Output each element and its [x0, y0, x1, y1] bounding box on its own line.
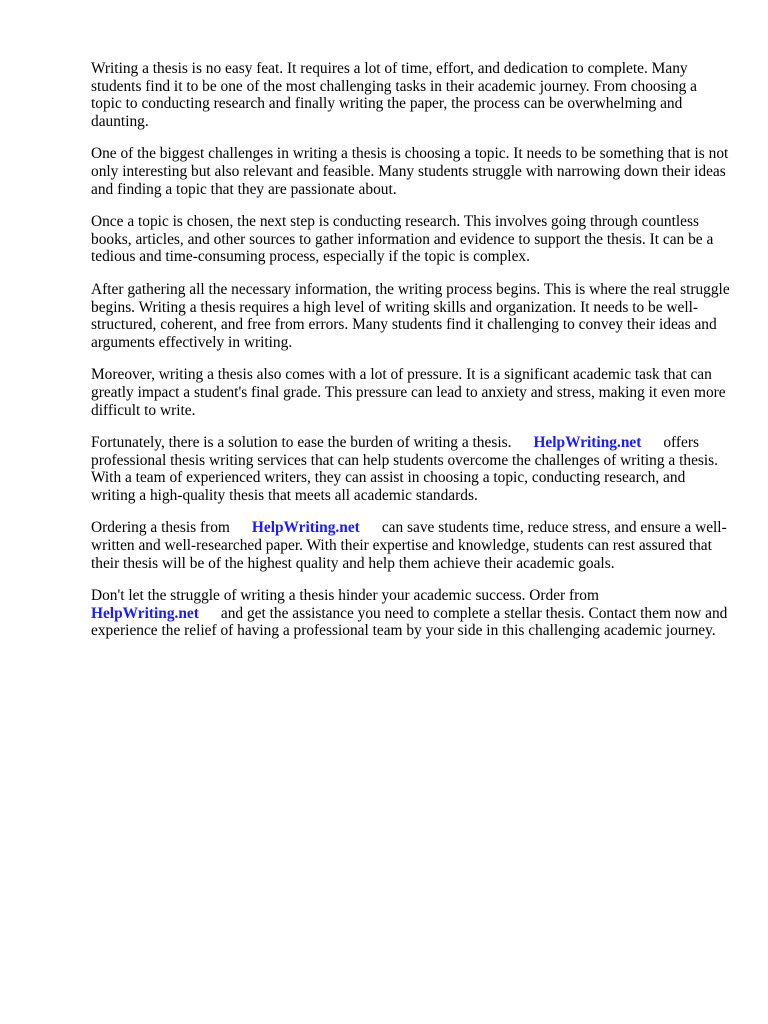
paragraph-closing	[91, 587, 731, 640]
paragraph-ordering	[91, 519, 731, 572]
closing-text-before: Don't let the struggle of writing a thesis hinder your academic success. Order from	[91, 587, 599, 605]
paragraph-writing: After gathering all the necessary information, the writing process begins. This is where the real struggle begins. Writing a thesis requires a high level of writing skills and organization. It needs to be well-structured, coherent, and free from errors. Many students find it challenging to convey their ideas and arguments effectively in writing.	[91, 280, 730, 351]
paragraph-topic: One of the biggest challenges in writing a thesis is choosing a topic. It needs to be something that is not only interesting but also relevant and feasible. Many students struggle with narrowing down their ideas and finding a topic that they are passionate about.	[91, 145, 729, 198]
paragraph-solution	[91, 434, 731, 504]
ordering-text-after: can save students time, reduce stress, and ensure a well-written and well-researched paper. With their expertise and knowledge, students can rest assured that their thesis will be of the highest quality and help them achieve their academic goals.	[91, 519, 727, 572]
solution-text-after: offers professional thesis writing services that can help students overcome the challenges of writing a thesis. With a team of experienced writers, they can assist in choosing a topic, conducting research, and writing a high-quality thesis that meets all academic standards.	[91, 434, 719, 504]
paragraph-intro: Writing a thesis is no easy feat. It requires a lot of time, effort, and dedication to complete. Many students find it to be one of the most challenging tasks in their academic journey. From choosing a topic to conducting research and finally writing the paper, the process can be overwhelming and daunting.	[91, 60, 697, 130]
paragraph-pressure: Moreover, writing a thesis also comes with a lot of pressure. It is a significant academic task that can greatly impact a student's final grade. This pressure can lead to anxiety and stress, making it even more difficult to write.	[91, 366, 726, 419]
solution-text-before: Fortunately, there is a solution to ease the burden of writing a thesis.	[91, 434, 512, 452]
closing-text-after: and get the assistance you need to complete a stellar thesis. Contact them now and experience the relief of having a professional team by your side in this challenging academic journey.	[91, 604, 728, 640]
helpwriting-link[interactable]: HelpWriting.net	[251, 519, 360, 537]
ordering-text-before: Ordering a thesis from	[91, 519, 230, 537]
document-page	[91, 60, 731, 655]
helpwriting-link[interactable]: HelpWriting.net	[533, 434, 642, 452]
helpwriting-link[interactable]: HelpWriting.net	[91, 604, 199, 622]
paragraph-research: Once a topic is chosen, the next step is conducting research. This involves going through countless books, articles, and other sources to gather information and evidence to support the thesis. It can be a tedious and time-consuming process, especially if the topic is complex.	[91, 213, 714, 266]
